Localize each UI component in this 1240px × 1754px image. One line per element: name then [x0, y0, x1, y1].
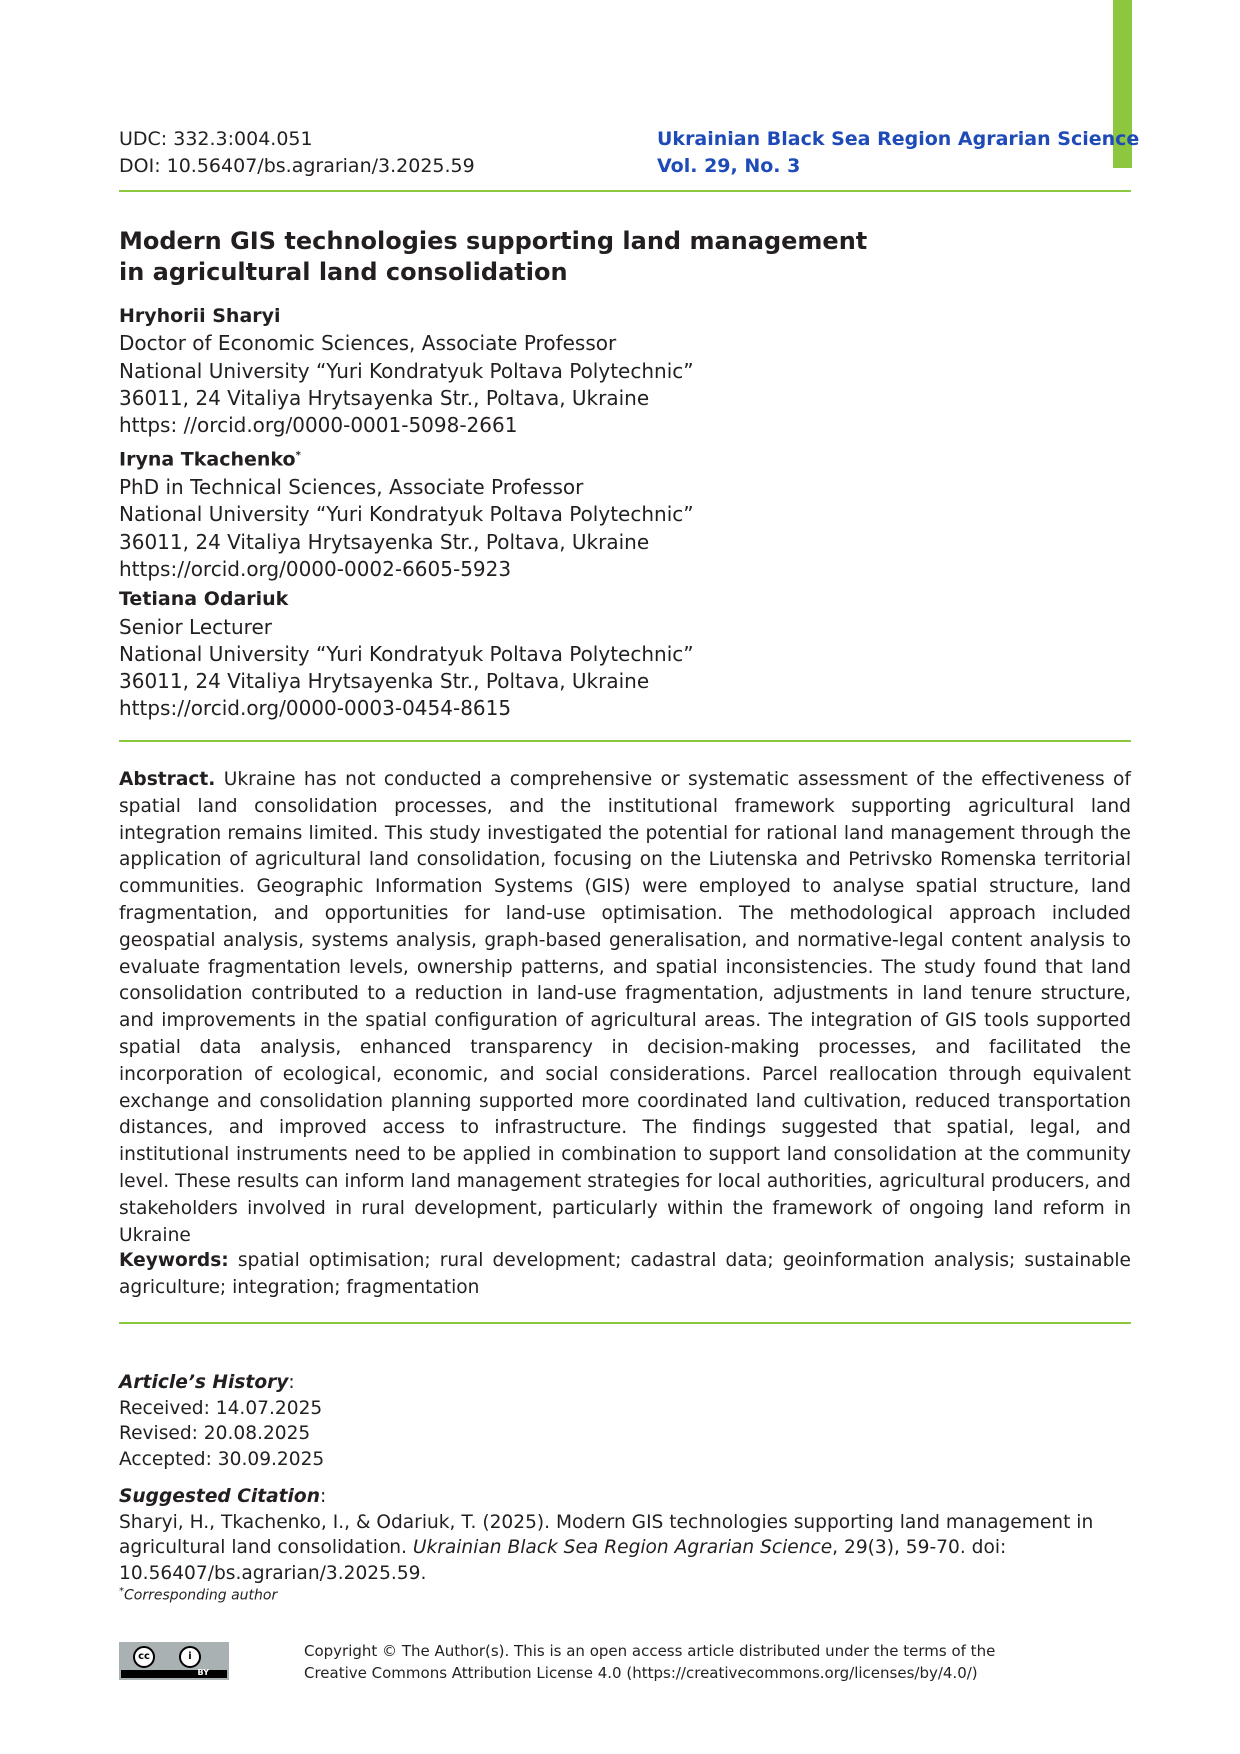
author-2: [119, 442, 1019, 583]
citation-label: Suggested Citation: [119, 1486, 320, 1507]
abstract-label: Abstract.: [119, 769, 216, 790]
article-title: [119, 226, 1019, 288]
cc-badge-top: [121, 1644, 227, 1670]
copyright-line-1: Copyright © The Author(s). This is an open access article distributed under the terms of the: [304, 1642, 996, 1660]
author-name-text: Iryna Tkachenko: [119, 448, 296, 471]
abstract-text: Ukraine has not conducted a comprehensive or systematic assessment of the effectiveness of spatial land consolidation processes, and the institutional framework supporting agricultural land integration remains limited. This study investigated the potential for rational land management through the application of agricultural land consolidation, focusing on the Liutenska and Petrivsko Romenska territorial communities. Geographic Information Systems (GIS) were employed to analyse spatial structure, land fragmentation, and opportunities for land-use optimisation. The methodological approach included geospatial analysis, systems analysis, graph-based generalisation, and normative-legal content analysis to evaluate fragmentation levels, ownership patterns, and spatial inconsistencies. The study found that land consolidation contributed to a reduction in land-use fragmentation, adjustments in land tenure structure, and improvements in the spatial configuration of agricultural areas. The integration of GIS tools supported spatial data analysis, enhanced transparency in decision-making processes, and facilitated the incorporation of ecological, economic, and social considerations. Parcel reallocation through equivalent exchange and consolidation planning supported more coordinated land cultivation, reduced transportation distances, and improved access to infrastructure. The findings suggested that spatial, legal, and institutional instruments need to be applied in combination to support land consolidation at the community level. These results can inform land management strategies for local authorities, agricultural producers, and stakeholders involved in rural development, particularly within the framework of ongoing land reform in Ukraine: [119, 769, 1131, 1246]
corresponding-author-footnote: [119, 1586, 277, 1604]
copyright-notice: [304, 1640, 1004, 1684]
article-title-line-2: in agricultural land consolidation: [119, 258, 568, 286]
keywords-label: Keywords:: [119, 1250, 229, 1271]
footnote-text: Corresponding author: [124, 1587, 278, 1604]
cc-by-label: BY: [197, 1668, 209, 1677]
doi: DOI: 10.56407/bs.agrarian/3.2025.59: [119, 155, 475, 177]
keywords: [119, 1248, 1131, 1302]
udc: UDC: 332.3:004.051: [119, 128, 313, 150]
suggested-citation: [119, 1484, 1131, 1586]
divider-top: [119, 190, 1131, 192]
author-name: Tetiana Odariuk: [119, 588, 289, 611]
corresponding-marker: *: [295, 450, 301, 462]
author-name: Hryhorii Sharyi: [119, 305, 281, 327]
author-address: 36011, 24 Vitaliya Hrytsayenka Str., Poltava, Ukraine: [119, 385, 650, 410]
creative-commons-icon: cc: [133, 1646, 155, 1668]
citation-text-after: , 29(3), 59-70. doi: 10.56407/bs.agrarian/3.2025.59.: [119, 1537, 1007, 1584]
history-label: Article’s History: [119, 1372, 289, 1393]
citation-text: [119, 1510, 1131, 1587]
author-university: National University “Yuri Kondratyuk Poltava Polytechnic”: [119, 641, 694, 666]
citation-heading: Suggested Citation:: [119, 1486, 327, 1507]
citation-text-before: Sharyi, H., Tkachenko, I., & Odariuk, T. (2025). Modern GIS technologies supporting land management in agricultural land consolidation.: [119, 1511, 1094, 1558]
revised-date: Revised: 20.08.2025: [119, 1423, 311, 1444]
journal-volume: Vol. 29, No. 3: [657, 155, 801, 177]
copyright-line-2[interactable]: Creative Commons Attribution License 4.0 (https://creativecommons.org/licenses/by/4.0/): [304, 1664, 978, 1682]
author-degree: Doctor of Economic Sciences, Associate Professor: [119, 331, 617, 356]
author-orcid-link[interactable]: https://orcid.org/0000-0003-0454-8615: [119, 696, 512, 721]
author-name: [119, 442, 1019, 474]
author-orcid-link[interactable]: https: //orcid.org/0000-0001-5098-2661: [119, 413, 518, 438]
author-address: 36011, 24 Vitaliya Hrytsayenka Str., Poltava, Ukraine: [119, 669, 650, 694]
abstract: [119, 767, 1131, 1249]
author-university: National University “Yuri Kondratyuk Poltava Polytechnic”: [119, 502, 694, 527]
author-1: [119, 303, 1019, 439]
cc-by-license-badge[interactable]: [119, 1642, 229, 1680]
author-address: 36011, 24 Vitaliya Hrytsayenka Str., Poltava, Ukraine: [119, 529, 650, 554]
author-degree: Senior Lecturer: [119, 614, 272, 639]
authors-list: [119, 303, 1019, 726]
author-university: National University “Yuri Kondratyuk Poltava Polytechnic”: [119, 358, 694, 383]
journal-name: Ukrainian Black Sea Region Agrarian Science: [657, 128, 1140, 150]
header-identifiers: [119, 126, 475, 180]
keywords-text: spatial optimisation; rural development; cadastral data; geoinformation analysis; sustainable agriculture; integration; fragmentation: [119, 1250, 1131, 1298]
accepted-date: Accepted: 30.09.2025: [119, 1448, 325, 1470]
received-date: Received: 14.07.2025: [119, 1397, 323, 1419]
author-3: [119, 586, 1019, 722]
author-orcid-link[interactable]: https://orcid.org/0000-0002-6605-5923: [119, 557, 512, 581]
divider-keywords: [119, 1322, 1131, 1324]
author-degree: PhD in Technical Sciences, Associate Professor: [119, 475, 584, 500]
article-history: [119, 1370, 324, 1472]
history-heading: Article’s History:: [119, 1372, 295, 1393]
header-journal: [657, 126, 1139, 180]
citation-journal: Ukrainian Black Sea Region Agrarian Science: [412, 1537, 833, 1558]
attribution-person-icon: i: [179, 1646, 201, 1668]
footnote-marker: *: [119, 1586, 124, 1597]
article-title-line-1: Modern GIS technologies supporting land management: [119, 227, 868, 255]
divider-authors: [119, 740, 1131, 742]
